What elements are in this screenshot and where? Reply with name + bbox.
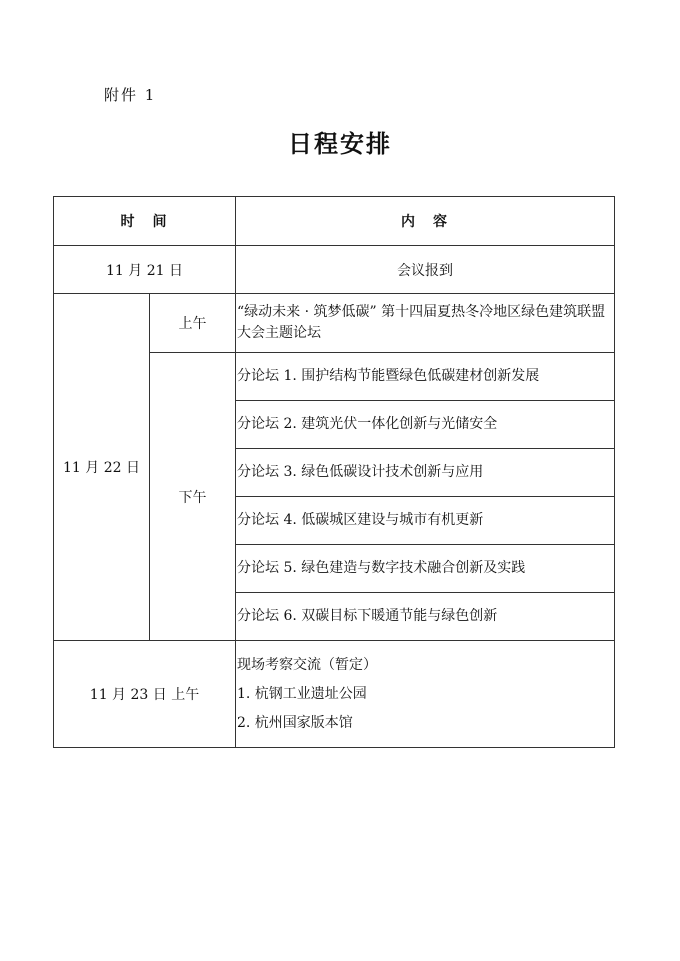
day1-date: 11 月 21 日 bbox=[54, 246, 236, 294]
forum-item-1: 分论坛 1. 围护结构节能暨绿色低碳建材创新发展 bbox=[236, 353, 615, 401]
forum-item-4: 分论坛 4. 低碳城区建设与城市有机更新 bbox=[236, 497, 615, 545]
attachment-label: 附件 1 bbox=[104, 86, 157, 104]
table-header-row bbox=[54, 197, 615, 246]
forum-item-2: 分论坛 2. 建筑光伏一体化创新与光储安全 bbox=[236, 401, 615, 449]
table-row bbox=[54, 641, 615, 748]
table-row bbox=[54, 294, 615, 353]
page-title: 日程安排 bbox=[288, 130, 392, 158]
table-row bbox=[54, 246, 615, 294]
day2-morning-content: “绿动未来 · 筑梦低碳” 第十四届夏热冬冷地区绿色建筑联盟大会主题论坛 bbox=[236, 294, 615, 353]
day2-afternoon-period: 下午 bbox=[150, 353, 236, 641]
forum-item-6: 分论坛 6. 双碳目标下暖通节能与绿色创新 bbox=[236, 593, 615, 641]
day3-content bbox=[236, 641, 615, 748]
day3-line-2: 1. 杭钢工业遗址公园 bbox=[237, 685, 367, 702]
header-time: 时 间 bbox=[54, 197, 236, 246]
header-content: 内 容 bbox=[236, 197, 615, 246]
day1-content: 会议报到 bbox=[236, 246, 615, 294]
forum-item-5: 分论坛 5. 绿色建造与数字技术融合创新及实践 bbox=[236, 545, 615, 593]
day3-date: 11 月 23 日 上午 bbox=[54, 641, 236, 748]
day3-line-1: 现场考察交流（暂定） bbox=[237, 656, 377, 673]
schedule-table bbox=[53, 196, 615, 748]
day2-date: 11 月 22 日 bbox=[54, 294, 150, 641]
forum-item-3: 分论坛 3. 绿色低碳设计技术创新与应用 bbox=[236, 449, 615, 497]
day3-line-3: 2. 杭州国家版本馆 bbox=[237, 714, 353, 731]
day2-morning-period: 上午 bbox=[150, 294, 236, 353]
